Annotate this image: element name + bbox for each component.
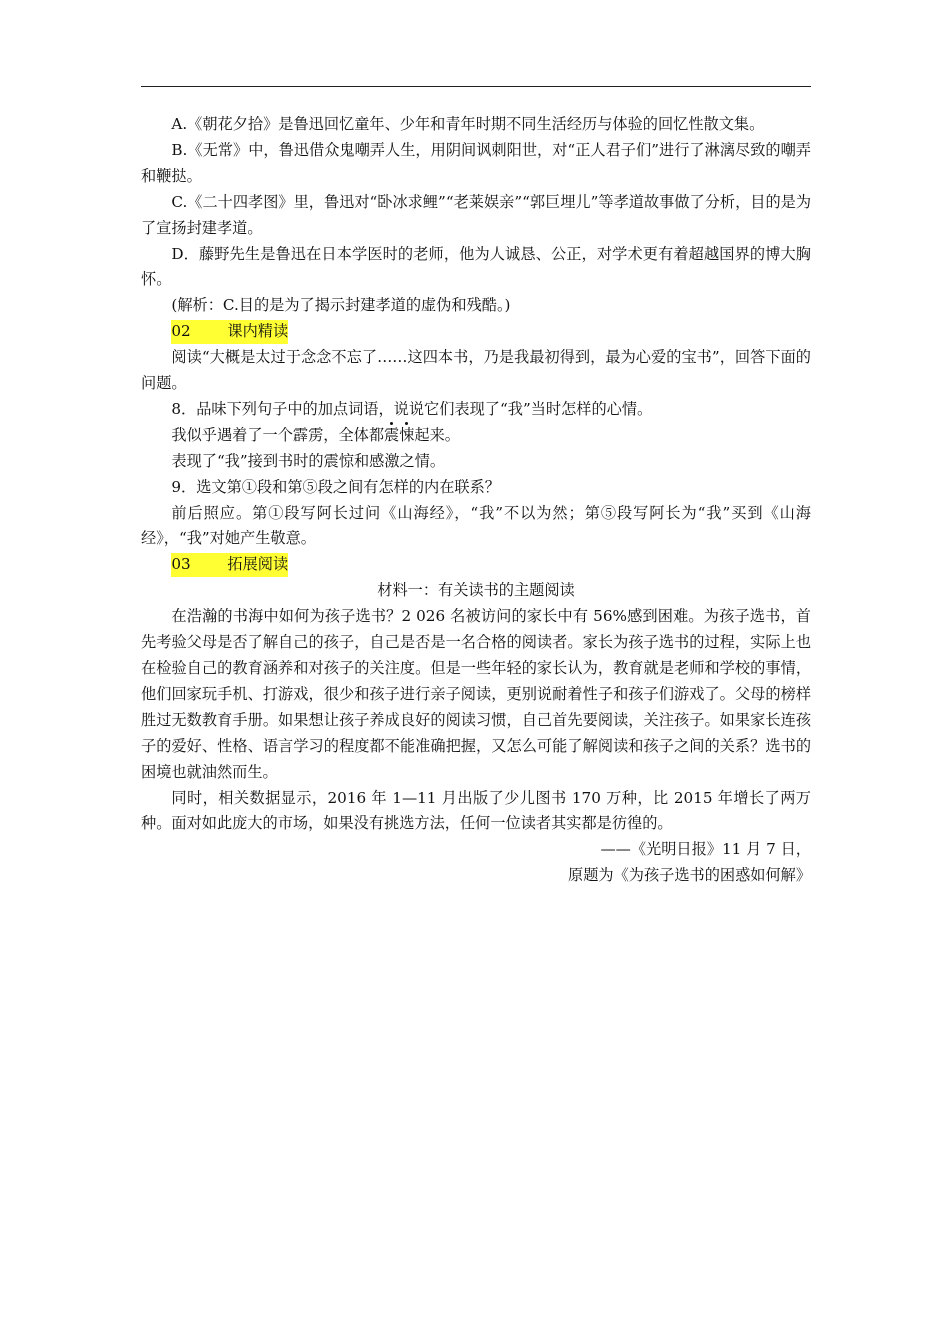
header-rule — [141, 86, 811, 87]
sentence-text-end: 起来。 — [414, 425, 460, 444]
option-a: A.《朝花夕拾》是鲁迅回忆童年、少年和青年时期不同生活经历与体验的回忆性散文集。 — [171, 115, 765, 133]
section-title: 课内精读 — [227, 322, 289, 341]
sentence-text: 我似乎遇着了一个霹雳，全体都 — [171, 425, 385, 444]
dotted-word-2: 悚 — [399, 425, 415, 444]
option-b: B.《无常》中，鲁迅借众鬼嘲弄人生，用阴间讽刺阳世，对“正人君子们”进行了淋漓尽致的嘲弄和鞭挞。 — [141, 140, 811, 185]
section-heading-02 — [141, 319, 811, 345]
material-title: 材料一：有关读书的主题阅读 — [377, 581, 575, 600]
question-8-sentence — [141, 423, 811, 449]
question-8: 8．品味下列句子中的加点词语，说说它们表现了“我”当时怎样的心情。 — [171, 399, 653, 418]
dotted-word-1: 震 — [384, 425, 400, 444]
option-d: D．藤野先生是鲁迅在日本学医时的老师，他为人诚恳、公正，对学术更有着超越国界的博大胸怀。 — [141, 244, 811, 289]
document-body — [141, 112, 811, 889]
source-line-1: ——《光明日报》11 月 7 日， — [600, 840, 811, 859]
section-highlight — [171, 553, 288, 577]
answer-9: 前后照应。第①段写阿长过问《山海经》，“我”不以为然；第⑤段写阿长为“我”买到《山海经》，“我”对她产生敬意。 — [141, 503, 811, 548]
section-highlight — [171, 320, 288, 344]
section-number: 03 — [171, 555, 191, 574]
section-number: 02 — [171, 322, 191, 341]
material-paragraph-2: 同时，相关数据显示，2016 年 1—11 月出版了少儿图书 170 万种，比 2015 年增长了两万种。面对如此庞大的市场，如果没有挑选方法，任何一位读者其实都是彷徨的。 — [141, 788, 811, 833]
option-c: C.《二十四孝图》里，鲁迅对“卧冰求鲤”“老莱娱亲”“郭巨埋儿”等孝道故事做了分析，目的是为了宣扬封建孝道。 — [141, 192, 812, 237]
answer-8: 表现了“我”接到书时的震惊和感激之情。 — [171, 451, 446, 470]
section-heading-03 — [141, 552, 811, 578]
section-title: 拓展阅读 — [227, 555, 289, 574]
material-paragraph-1: 在浩瀚的书海中如何为孩子选书？2 026 名被访问的家长中有 56%感到困难。为孩子选书，首先考验父母是否了解自己的孩子，自己是否是一名合格的阅读者。家长为孩子选书的过程，实际上也在检验自己的教育涵养和对孩子的关注度。但是一些年轻的家长认为，教育就是老师和学校的事情，他们回家玩手机、打游戏，很少和孩子进行亲子阅读，更别说耐着性子和孩子们游戏了。父母的榜样胜过无数教育手册。如果想让孩子养成良好的阅读习惯，自己首先要阅读，关注孩子。如果家长连孩子的爱好、性格、语言学习的程度都不能准确把握，又怎么可能了解阅读和孩子之间的关系？选书的困境也就油然而生。 — [141, 607, 811, 781]
analysis-note: (解析：C.目的是为了揭示封建孝道的虚伪和残酷。) — [171, 296, 511, 315]
reading-intro: 阅读“大概是太过于念念不忘了……这四本书，乃是我最初得到，最为心爱的宝书”，回答下面的问题。 — [141, 348, 811, 393]
source-line-2: 原题为《为孩子选书的困惑如何解》 — [568, 866, 811, 885]
question-9: 9．选文第①段和第⑤段之间有怎样的内在联系？ — [171, 477, 500, 496]
